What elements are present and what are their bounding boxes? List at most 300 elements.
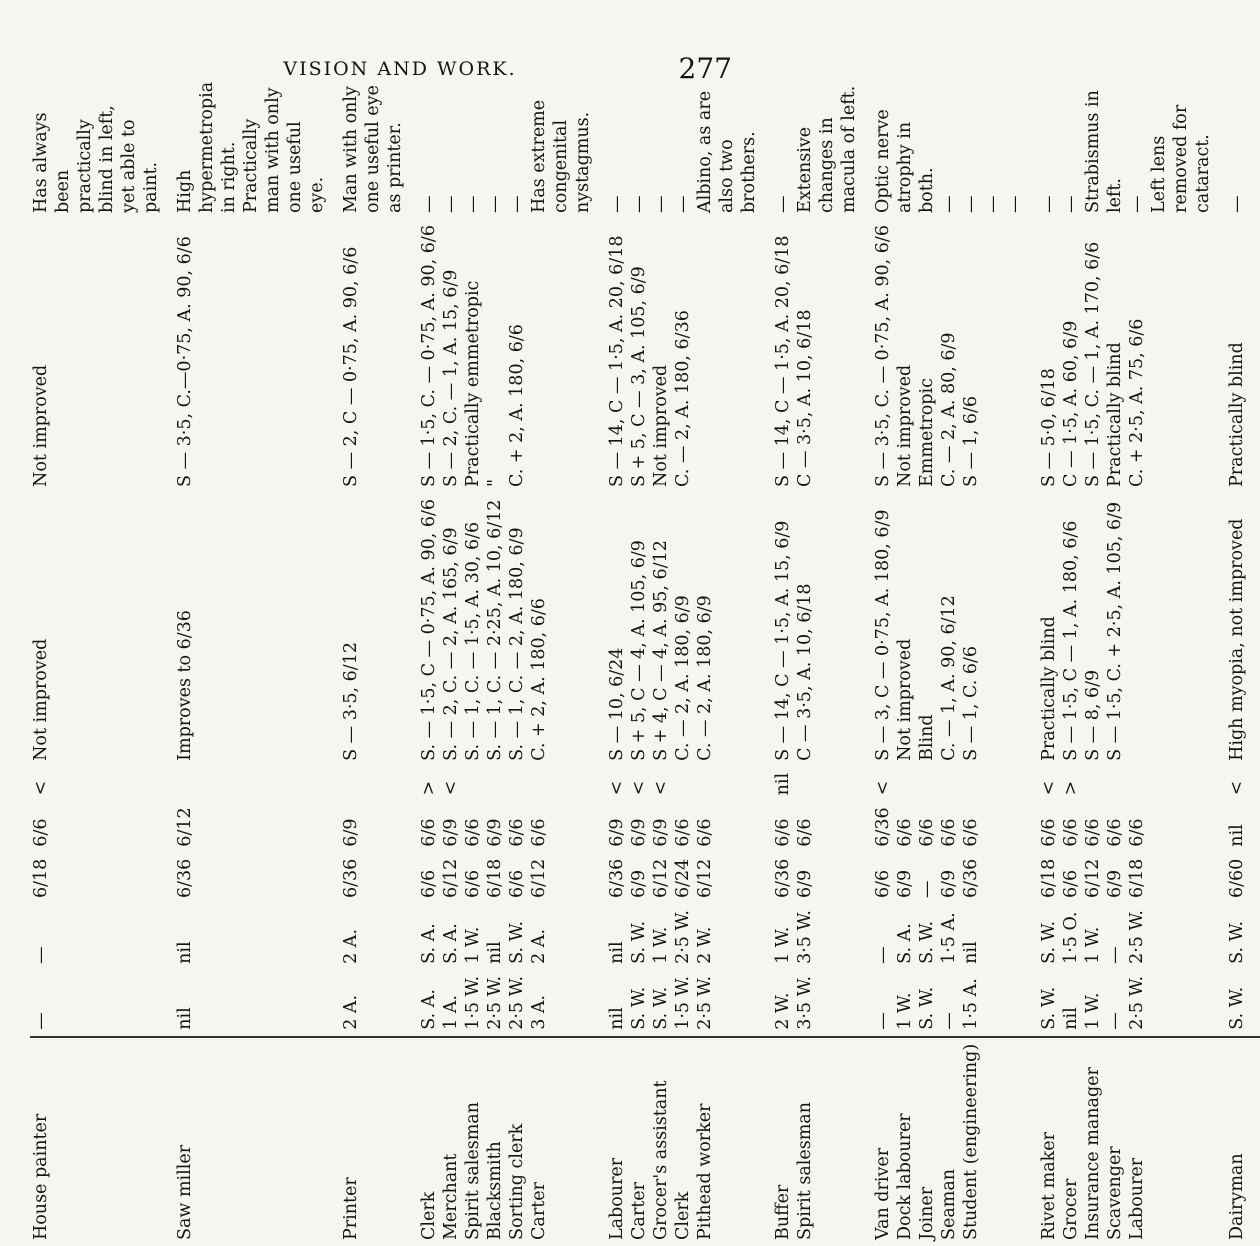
cell-line: 6/9: [485, 818, 505, 847]
cell-line: —: [507, 195, 527, 214]
cell-line: Left lens removed for cataract.: [1149, 104, 1213, 214]
cell-line: 2·5 W.: [1127, 910, 1147, 964]
cell-line: 6/12: [1083, 858, 1103, 898]
cell-line: 6/6: [1083, 818, 1103, 847]
standard-cell: [1038, 767, 1226, 801]
cell-line: Pithead worker: [695, 1103, 715, 1240]
cell-line: 1 W.: [895, 992, 915, 1030]
cell-line: 6/12: [651, 858, 671, 898]
near-left-cell: [606, 801, 772, 852]
cell-line: S — 1·5, C. + 2·5, A. 105, 6/9: [1105, 501, 1125, 761]
cell-line: 2·5 W.: [485, 975, 505, 1030]
remarks-cell: [174, 76, 340, 219]
cell-line: 6/6: [507, 818, 527, 847]
cell-line: S — 1·5, C — 1, A. 180, 6/6: [1061, 520, 1081, 761]
cell-line: Not improved: [895, 364, 915, 487]
cell-line: 3 A.: [529, 994, 549, 1030]
cell-line: <: [607, 780, 627, 796]
cell-line: 3·5 W.: [795, 910, 815, 964]
correction-cell: [1038, 219, 1226, 493]
remarks-cell: [30, 76, 174, 219]
remarks-cell: [1038, 76, 1226, 219]
table-row: [174, 76, 340, 1246]
near-left-cell: [418, 801, 606, 852]
cell-line: 1·5 A.: [961, 978, 981, 1030]
cell-line: 6/9: [441, 818, 461, 847]
near-right-cell: [872, 853, 1038, 904]
cell-line: High hypermetropia in right. Practically man with only one useful eye.: [175, 81, 327, 214]
cell-line: S. W.: [629, 920, 649, 964]
cell-line: 2·5 W.: [1127, 975, 1147, 1030]
standard-cell: [340, 767, 418, 801]
cell-line: Extensive changes in macula of left.: [795, 85, 859, 214]
cell-line: 6/6: [873, 869, 893, 898]
cell-line: 3·5 W.: [795, 975, 815, 1030]
cell-line: —: [939, 195, 959, 214]
occupation-cell: [1038, 1037, 1226, 1246]
cell-line: Not improved: [31, 364, 51, 487]
cell-line: 6/18: [485, 858, 505, 898]
cell-line: 1·5 A.: [939, 912, 959, 964]
cell-line: Practically emmetropic: [463, 280, 483, 487]
cell-line: 6/36: [873, 807, 893, 847]
vision-table: [30, 75, 1260, 1246]
cell-line: 2 A.: [529, 928, 549, 964]
near-left-cell: [1226, 801, 1260, 852]
cell-line: 6/24: [673, 858, 693, 898]
cell-line: 1 W.: [651, 926, 671, 964]
cell-line: 2 W.: [695, 926, 715, 964]
cell-line: 6/9: [607, 818, 627, 847]
cell-line: 1 A.: [441, 994, 461, 1030]
correction-cell: [418, 219, 606, 493]
correction-cell: [340, 219, 418, 493]
cell-line: ": [485, 478, 505, 487]
correction-cell: [1226, 219, 1260, 493]
correction-cell: [872, 219, 1038, 493]
near-right-cell: [340, 853, 418, 904]
cell-line: 6/36: [961, 858, 981, 898]
va-left-cell: [1226, 904, 1260, 970]
cell-line: C. + 2, A. 180, 6/6: [529, 598, 549, 761]
cell-line: 6/6: [917, 818, 937, 847]
cell-line: Albino, as are also two brothers.: [695, 90, 759, 214]
cell-line: S. W.: [507, 920, 527, 964]
standard-cell: [418, 767, 606, 801]
near-right-cell: [1226, 853, 1260, 904]
cell-line: Dairyman: [1227, 1153, 1247, 1240]
cell-line: C — 3·5, A. 10, 6/18: [795, 583, 815, 761]
cell-line: S — 14, C — 1·5, A. 20, 6/18: [607, 235, 627, 487]
cell-line: S + 5, C — 3, A. 105, 6/9: [629, 266, 649, 487]
cell-line: 6/6: [773, 818, 793, 847]
cell-line: Printer: [341, 1177, 361, 1240]
cell-line: nil: [773, 772, 793, 796]
cell-line: Strabismus in left.: [1083, 90, 1125, 214]
previous-result-cell: [174, 493, 340, 767]
cell-line: S — 1·5, C. — 1, A. 170, 6/6: [1083, 241, 1103, 487]
cell-line: Improves to 6/36: [175, 610, 195, 761]
cell-line: Buffer: [773, 1184, 793, 1240]
cell-line: Dock labourer: [895, 1113, 915, 1240]
remarks-cell: [340, 76, 418, 219]
cell-line: S. — 1·5, C — 0·75, A. 90, 6/6: [419, 498, 439, 761]
correction-cell: [606, 219, 772, 493]
page-number: 277: [678, 52, 732, 85]
previous-result-cell: [772, 493, 872, 767]
va-right-cell: [418, 970, 606, 1037]
cell-line: <: [441, 780, 461, 796]
cell-line: Blind: [917, 714, 937, 761]
previous-result-cell: [418, 493, 606, 767]
occupation-cell: [772, 1037, 872, 1246]
running-title: VISION AND WORK.: [283, 58, 517, 80]
table-row: [872, 76, 1038, 1246]
cell-line: 6/36: [773, 858, 793, 898]
cell-line: 6/6: [507, 869, 527, 898]
cell-line: 1 W.: [1083, 926, 1103, 964]
cell-line: nil: [961, 941, 981, 964]
cell-line: —: [873, 946, 893, 964]
cell-line: nil: [175, 941, 195, 964]
cell-line: S — 3·5, C.—0·75, A. 90, 6/6: [175, 236, 195, 487]
cell-line: —: [1005, 195, 1025, 214]
cell-line: 6/9: [939, 869, 959, 898]
cell-line: S — 14, C — 1·5, A. 15, 6/9: [773, 520, 793, 761]
cell-line: S. — 2, C. — 2, A. 165, 6/9: [441, 527, 461, 761]
cell-line: S + 5, C — 4, A. 105, 6/9: [629, 540, 649, 761]
cell-line: Not improved: [31, 638, 51, 761]
cell-line: Labourer: [1127, 1157, 1147, 1240]
near-right-cell: [418, 853, 606, 904]
cell-line: S. — 1, C. — 2·25, A. 10, 6/12: [485, 499, 505, 761]
va-left-cell: [1038, 904, 1226, 970]
cell-line: nil: [485, 941, 505, 964]
cell-line: C. — 2, A. 180, 6/36: [673, 310, 693, 487]
cell-line: 6/18: [1127, 858, 1147, 898]
cell-line: 6/6: [463, 818, 483, 847]
cell-line: 6/6: [1061, 869, 1081, 898]
cell-line: —: [673, 195, 693, 214]
cell-line: 6/6: [419, 869, 439, 898]
cell-line: 2 A.: [341, 928, 361, 964]
near-right-cell: [606, 853, 772, 904]
previous-result-cell: [340, 493, 418, 767]
cell-line: 2·5 W.: [507, 975, 527, 1030]
standard-cell: [772, 767, 872, 801]
cell-line: —: [917, 880, 937, 898]
cell-line: S. W.: [1227, 986, 1247, 1030]
cell-line: —: [607, 195, 627, 214]
cell-line: S. W.: [651, 986, 671, 1030]
cell-line: 1·5 O.: [1061, 911, 1081, 964]
near-left-cell: [1038, 801, 1226, 852]
cell-line: High myopia, not improved: [1227, 518, 1247, 761]
cell-line: nil: [1061, 1007, 1081, 1030]
cell-line: —: [651, 195, 671, 214]
cell-line: nil: [607, 1007, 627, 1030]
cell-line: S — 3, C — 0·75, A. 180, 6/9: [873, 509, 893, 761]
cell-line: 6/6: [1105, 818, 1125, 847]
cell-line: C. + 2, A. 180, 6/6: [507, 324, 527, 487]
near-right-cell: [30, 853, 174, 904]
va-right-cell: [606, 970, 772, 1037]
remarks-cell: [772, 76, 872, 219]
cell-line: S. W.: [1039, 986, 1059, 1030]
table-row: [340, 76, 418, 1246]
cell-line: Rivet maker: [1039, 1132, 1059, 1240]
cell-line: 1 W.: [773, 926, 793, 964]
occupation-cell: [418, 1037, 606, 1246]
standard-cell: [872, 767, 1038, 801]
va-right-cell: [772, 970, 872, 1037]
cell-line: Merchant: [441, 1153, 461, 1240]
cell-line: 6/6: [795, 818, 815, 847]
cell-line: Carter: [629, 1182, 649, 1240]
cell-line: 1·5 W.: [463, 975, 483, 1030]
cell-line: S. — 1, C. — 1·5, A. 30, 6/6: [463, 521, 483, 761]
cell-line: 6/36: [607, 858, 627, 898]
cell-line: >: [419, 780, 439, 796]
cell-line: 6/9: [895, 869, 915, 898]
cell-line: 6/6: [695, 818, 715, 847]
near-left-cell: [174, 801, 340, 852]
occupation-cell: [606, 1037, 772, 1246]
near-left-cell: [872, 801, 1038, 852]
va-left-cell: [772, 904, 872, 970]
cell-line: Has always been practically blind in left, yet able to paint.: [31, 105, 161, 214]
cell-line: S. W.: [917, 986, 937, 1030]
cell-line: Practically blind: [1105, 342, 1125, 487]
cell-line: 6/6: [673, 818, 693, 847]
table-row: [418, 76, 606, 1246]
cell-line: 6/6: [1039, 818, 1059, 847]
remarks-cell: [418, 76, 606, 219]
cell-line: nil: [1227, 824, 1247, 847]
cell-line: S. A.: [895, 923, 915, 964]
cell-line: —: [31, 1012, 51, 1030]
previous-result-cell: [1038, 493, 1226, 767]
cell-line: —: [773, 195, 793, 214]
va-left-cell: [418, 904, 606, 970]
near-left-cell: [772, 801, 872, 852]
near-left-cell: [30, 801, 174, 852]
cell-line: Seaman: [939, 1168, 959, 1240]
cell-line: S. W.: [1227, 920, 1247, 964]
cell-line: 2·5 W.: [673, 910, 693, 964]
cell-line: 6/6: [895, 818, 915, 847]
previous-result-cell: [606, 493, 772, 767]
cell-line: House painter: [31, 1113, 51, 1240]
cell-line: 2·5 W.: [695, 975, 715, 1030]
cell-line: Grocer: [1061, 1178, 1081, 1240]
cell-line: Practically blind: [1039, 616, 1059, 761]
va-right-cell: [340, 970, 418, 1037]
cell-line: S + 4, C — 4, A. 95, 6/12: [651, 540, 671, 761]
cell-line: nil: [607, 941, 627, 964]
cell-line: S. W.: [629, 986, 649, 1030]
cell-line: Optic nerve atrophy in both.: [873, 109, 937, 214]
cell-line: 1 W.: [463, 926, 483, 964]
cell-line: S — 3·5, 6/12: [341, 642, 361, 761]
va-left-cell: [340, 904, 418, 970]
cell-line: —: [1127, 195, 1147, 214]
cell-line: Not improved: [651, 364, 671, 487]
table-row: [772, 76, 872, 1246]
cell-line: S — 8, 6/9: [1083, 669, 1103, 761]
cell-line: C. — 2, A. 180, 6/9: [673, 595, 693, 761]
cell-line: S — 1, C. 6/6: [961, 645, 981, 761]
cell-line: 6/36: [175, 858, 195, 898]
cell-line: Carter: [529, 1182, 549, 1240]
cell-line: Grocer's assistant: [651, 1080, 671, 1240]
cell-line: Saw miller: [175, 1144, 195, 1240]
cell-line: Practically blind: [1227, 342, 1247, 487]
remarks-cell: [872, 76, 1038, 219]
cell-line: 6/6: [419, 818, 439, 847]
cell-line: —: [31, 946, 51, 964]
cell-line: 1 W.: [1083, 992, 1103, 1030]
va-right-cell: [1226, 970, 1260, 1037]
cell-line: Insurance manager: [1083, 1067, 1103, 1240]
cell-line: 6/9: [651, 818, 671, 847]
cell-line: 6/6: [939, 818, 959, 847]
va-left-cell: [872, 904, 1038, 970]
near-right-cell: [174, 853, 340, 904]
cell-line: S. A.: [419, 923, 439, 964]
cell-line: 6/12: [175, 807, 195, 847]
cell-line: 6/12: [441, 858, 461, 898]
cell-line: Spirit salesman: [463, 1102, 483, 1240]
cell-line: <: [1039, 780, 1059, 796]
va-right-cell: [1038, 970, 1226, 1037]
cell-line: 6/9: [629, 869, 649, 898]
cell-line: 6/9: [629, 818, 649, 847]
cell-line: 1·5 W.: [673, 975, 693, 1030]
va-right-cell: [30, 970, 174, 1037]
cell-line: 6/12: [529, 858, 549, 898]
correction-cell: [174, 219, 340, 493]
cell-line: S — 1·5, C. — 0·75, A. 90, 6/6: [419, 225, 439, 487]
standard-cell: [30, 767, 174, 801]
cell-line: 6/9: [1105, 869, 1125, 898]
cell-line: 6/6: [1127, 818, 1147, 847]
cell-line: —: [441, 195, 461, 214]
va-left-cell: [30, 904, 174, 970]
previous-result-cell: [1226, 493, 1260, 767]
cell-line: —: [1039, 195, 1059, 214]
cell-line: Labourer: [607, 1157, 627, 1240]
cell-line: 6/9: [795, 869, 815, 898]
near-right-cell: [772, 853, 872, 904]
cell-line: S — 2, C. — 1, A. 15, 6/9: [441, 269, 461, 487]
cell-line: S — 10, 6/24: [607, 647, 627, 761]
cell-line: nil: [175, 1007, 195, 1030]
cell-line: —: [1227, 195, 1247, 214]
cell-line: 2 W.: [773, 992, 793, 1030]
occupation-cell: [30, 1037, 174, 1246]
cell-line: Sorting clerk: [507, 1123, 527, 1240]
cell-line: —: [1105, 946, 1125, 964]
cell-line: 6/12: [695, 858, 715, 898]
previous-result-cell: [30, 493, 174, 767]
page-header: [0, 0, 800, 86]
occupation-cell: [1226, 1037, 1260, 1246]
cell-line: 6/6: [463, 869, 483, 898]
va-left-cell: [174, 904, 340, 970]
cell-line: Student (engineering): [961, 1043, 981, 1240]
cell-line: Emmetropic: [917, 378, 937, 487]
near-left-cell: [340, 801, 418, 852]
cell-line: C — 1·5, A. 60, 6/9: [1061, 320, 1081, 487]
cell-line: Clerk: [673, 1191, 693, 1240]
cell-line: 6/36: [341, 858, 361, 898]
cell-line: —: [939, 1012, 959, 1030]
cell-line: —: [1105, 1012, 1125, 1030]
cell-line: C. + 2·5, A. 75, 6/6: [1127, 318, 1147, 487]
table-row: [606, 76, 772, 1246]
cell-line: S. W.: [1039, 920, 1059, 964]
cell-line: Van driver: [873, 1147, 893, 1240]
cell-line: <: [873, 780, 893, 796]
cell-line: <: [1227, 780, 1247, 796]
remarks-cell: [1226, 76, 1260, 219]
cell-line: <: [31, 780, 51, 796]
cell-line: Man with only one useful eye as printer.: [341, 85, 405, 214]
occupation-cell: [872, 1037, 1038, 1246]
cell-line: C. — 1, A. 90, 6/12: [939, 595, 959, 761]
cell-line: —: [873, 1012, 893, 1030]
cell-line: 6/6: [961, 818, 981, 847]
cell-line: —: [463, 195, 483, 214]
cell-line: 6/60: [1227, 858, 1247, 898]
near-right-cell: [1038, 853, 1226, 904]
cell-line: —: [485, 195, 505, 214]
cell-line: 6/6: [31, 818, 51, 847]
cell-line: >: [1061, 780, 1081, 796]
cell-line: Clerk: [419, 1191, 439, 1240]
cell-line: S — 1, 6/6: [961, 395, 981, 487]
correction-cell: [772, 219, 872, 493]
previous-result-cell: [872, 493, 1038, 767]
va-right-cell: [872, 970, 1038, 1037]
cell-line: Has extreme congenital nystagmus.: [529, 99, 593, 214]
cell-line: S — 5·0, 6/18: [1039, 368, 1059, 487]
table-row: [30, 76, 174, 1246]
cell-line: Spirit salesman: [795, 1102, 815, 1240]
cell-line: S. — 1, C. — 2, A. 180, 6/9: [507, 527, 527, 761]
cell-line: Not improved: [895, 638, 915, 761]
cell-line: 6/18: [31, 858, 51, 898]
rotated-table-container: [30, 81, 1247, 1246]
standard-cell: [174, 767, 340, 801]
cell-line: C. — 2, A. 80, 6/9: [939, 332, 959, 487]
cell-line: S — 3·5, C. — 0·75, A. 90, 6/6: [873, 225, 893, 487]
cell-line: —: [961, 195, 981, 214]
cell-line: —: [629, 195, 649, 214]
cell-line: Joiner: [917, 1186, 937, 1240]
va-left-cell: [606, 904, 772, 970]
cell-line: 6/9: [341, 818, 361, 847]
correction-cell: [30, 219, 174, 493]
cell-line: S — 2, C — 0·75, A. 90, 6/6: [341, 246, 361, 487]
cell-line: <: [629, 780, 649, 796]
cell-line: C. — 2, A. 180, 6/9: [695, 595, 715, 761]
table-row: [1226, 76, 1260, 1246]
remarks-cell: [606, 76, 772, 219]
va-right-cell: [174, 970, 340, 1037]
cell-line: —: [1061, 195, 1081, 214]
